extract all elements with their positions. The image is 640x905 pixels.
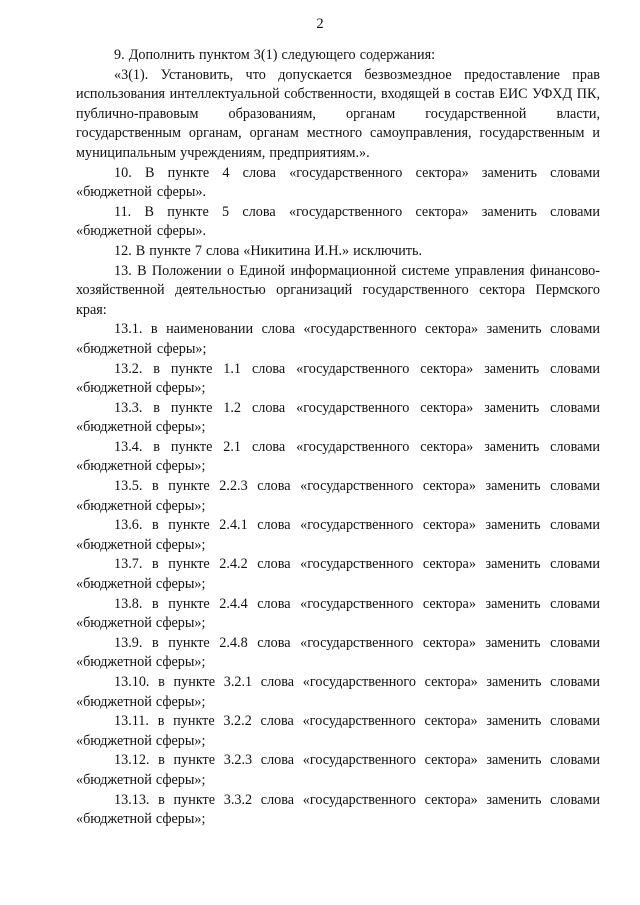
paragraph-item-13: 13. В Положении о Единой информационной системе управления финансово-хозяйственной деятельностью организаций государственного сектора Пермского края: [76, 262, 600, 318]
paragraph-item-13-13: 13.13. в пункте 3.3.2 слова «государственного сектора» заменить словами «бюджетной сферы»; [76, 791, 600, 828]
paragraph-item-13-6: 13.6. в пункте 2.4.1 слова «государственного сектора» заменить словами «бюджетной сферы»; [76, 517, 600, 553]
page-number: 2 [316, 16, 324, 32]
paragraph-item-10: 10. В пункте 4 слова «государственного сектора» заменить словами «бюджетной сферы». [76, 164, 600, 201]
paragraph-item-13-9: 13.9. в пункте 2.4.8 слова «государственного сектора» заменить словами «бюджетной сферы»; [76, 634, 600, 671]
paragraph-item-13-5: 13.5. в пункте 2.2.3 слова «государственного сектора» заменить словами «бюджетной сферы»; [76, 478, 600, 514]
paragraph-item-3-1-text: «3(1). Установить, что допускается безвозмездное предоставление прав использования интеллектуальной собственности, входящей в состав ЕИС УФХД ПК, публично-правовым образованиям, органам государственной власти, государственным органам, органам местного самоуправления, государственным и муниципальным учреждениям, предприятиям.». [76, 66, 600, 161]
paragraph-item-13-3: 13.3. в пункте 1.2 слова «государственного сектора» заменить словами «бюджетной сферы»; [76, 399, 600, 436]
paragraph-item-13-4: 13.4. в пункте 2.1 слова «государственного сектора» заменить словами «бюджетной сферы»; [76, 438, 600, 475]
paragraph-item-13-12: 13.12. в пункте 3.2.3 слова «государственного сектора» заменить словами «бюджетной сферы»; [76, 752, 600, 788]
paragraph-item-13-7: 13.7. в пункте 2.4.2 слова «государственного сектора» заменить словами «бюджетной сферы»; [76, 556, 600, 593]
paragraph-item-13-11: 13.11. в пункте 3.2.2 слова «государственного сектора» заменить словами «бюджетной сферы»; [76, 713, 600, 749]
paragraph-item-9: 9. Дополнить пунктом 3(1) следующего содержания: [114, 47, 436, 63]
paragraph-item-12: 12. В пункте 7 слова «Никитина И.Н.» исключить. [114, 242, 423, 259]
paragraph-item-13-2: 13.2. в пункте 1.1 слова «государственного сектора» заменить словами «бюджетной сферы»; [76, 360, 600, 397]
paragraph-item-13-8: 13.8. в пункте 2.4.4 слова «государственного сектора» заменить словами «бюджетной сферы»; [76, 595, 600, 632]
paragraph-item-13-10: 13.10. в пункте 3.2.1 слова «государственного сектора» заменить словами «бюджетной сферы»; [76, 674, 600, 710]
paragraph-item-13-1: 13.1. в наименовании слова «государственного сектора» заменить словами «бюджетной сферы»; [76, 321, 600, 357]
paragraph-item-11: 11. В пункте 5 слова «государственного сектора» заменить словами «бюджетной сферы». [76, 203, 600, 240]
